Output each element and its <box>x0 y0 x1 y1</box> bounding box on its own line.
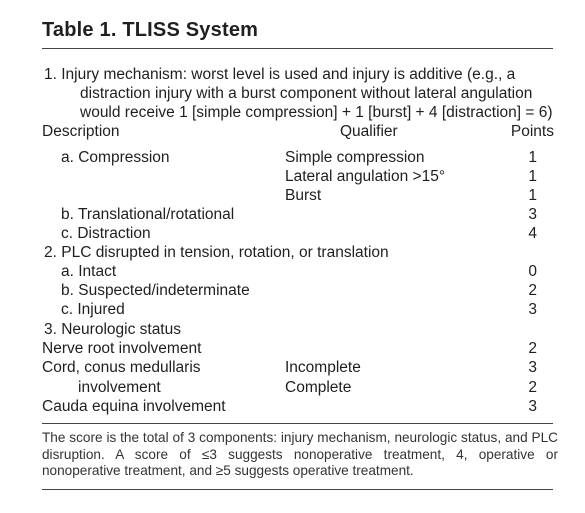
row-desc: b. Suspected/indeterminate <box>61 282 250 299</box>
row-qual: Lateral angulation >15° <box>285 168 446 185</box>
header-description: Description <box>42 123 120 140</box>
row-points: 3 <box>528 301 537 318</box>
row-qual: Complete <box>285 379 352 396</box>
row-desc: a. Compression <box>61 149 170 166</box>
row-qual: Simple compression <box>285 149 425 166</box>
row-desc: c. Injured <box>61 301 125 318</box>
row-desc: Nerve root involvement <box>42 340 202 357</box>
table-title: Table 1. TLISS System <box>42 19 259 41</box>
top-rule <box>42 48 553 49</box>
row-points: 3 <box>528 359 537 376</box>
section3-heading: 3. Neurologic status <box>44 321 181 338</box>
header-points: Points <box>510 123 554 140</box>
row-desc: b. Translational/rotational <box>61 206 235 223</box>
row-desc: Cord, conus medullaris <box>42 359 201 376</box>
section1-line3: would receive 1 [simple compression] + 1 [burst] + 4 [distraction] = 6) <box>80 104 553 121</box>
row-points: 1 <box>528 187 537 204</box>
row-points: 4 <box>528 225 537 242</box>
header-qualifier: Qualifier <box>340 123 398 140</box>
bottom-rule <box>42 489 553 490</box>
row-desc: involvement <box>78 379 161 396</box>
row-desc: a. Intact <box>61 263 117 280</box>
row-points: 3 <box>528 398 537 415</box>
section1-line2: distraction injury with a burst component without lateral angulation <box>80 85 533 102</box>
row-qual: Incomplete <box>285 359 361 376</box>
row-desc: Cauda equina involvement <box>42 398 226 415</box>
row-desc: c. Distraction <box>61 225 151 242</box>
row-qual: Burst <box>285 187 322 204</box>
row-points: 3 <box>528 206 537 223</box>
row-points: 2 <box>528 379 537 396</box>
row-points: 2 <box>528 282 537 299</box>
section2-heading: 2. PLC disrupted in tension, rotation, or translation <box>44 244 389 261</box>
row-points: 1 <box>528 149 537 166</box>
section1-line1: 1. Injury mechanism: worst level is used and injury is additive (e.g., a <box>44 66 516 83</box>
row-points: 2 <box>528 340 537 357</box>
table-footnote: The score is the total of 3 components: injury mechanism, neurologic status, and PLC disruption. A score of ≤3 suggests nonoperative treatment, 4, operative or nonoperative treatment, and ≥5 suggests operative treatment. <box>42 430 558 478</box>
row-points: 1 <box>528 168 537 185</box>
footnote-rule <box>42 423 553 424</box>
row-points: 0 <box>528 263 537 280</box>
